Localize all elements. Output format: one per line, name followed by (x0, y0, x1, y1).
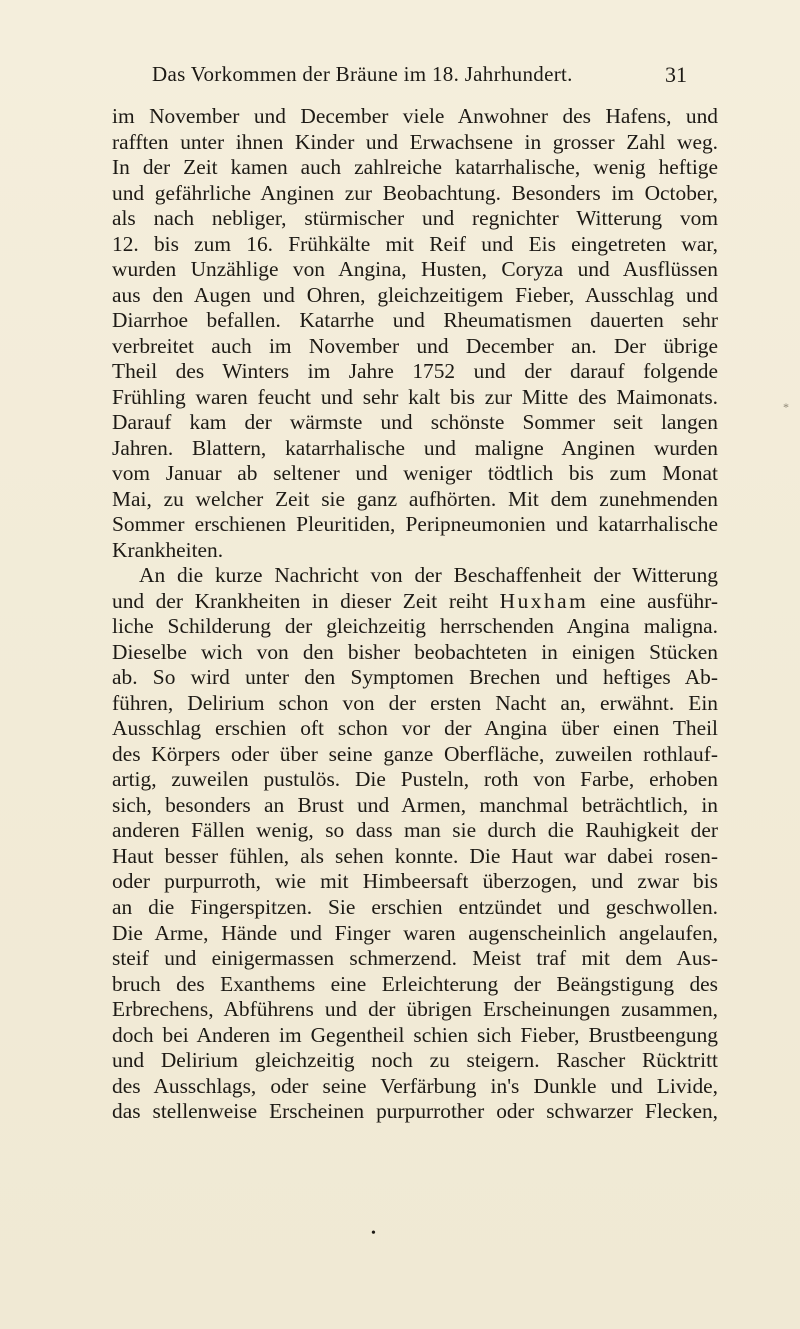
text-line: wurden Unzählige von Angina, Husten, Coryza und Ausflüssen (112, 257, 718, 282)
text-line: Diarrhoe befallen. Katarrhe und Rheumatismen dauerten sehr (112, 308, 718, 333)
paragraph-start-line: An die kurze Nachricht von der Beschaffenheit der Witterung (139, 563, 718, 588)
text-line-with-name (112, 589, 718, 615)
text-line: Sommer erschienen Pleuritiden, Peripneumonien und katarrhalische (112, 512, 718, 537)
text-line: im November und December viele Anwohner des Hafens, und (112, 104, 718, 128)
text-line: Mai, zu welcher Zeit sie ganz aufhörten. Mit dem zunehmenden (112, 486, 718, 511)
text-line: Dieselbe wich von den bisher beobachteten in einigen Stücken (112, 639, 718, 664)
text-line: Frühling waren feucht und sehr kalt bis zur Mitte des Maimonats. (112, 384, 718, 409)
text-line: sich, besonders an Brust und Armen, manchmal beträchtlich, in (112, 792, 718, 817)
text-line: vom Januar ab seltener und weniger tödtlich bis zum Monat (112, 461, 718, 486)
text-line: Erbrechens, Abführens und der übrigen Erscheinungen zusammen, (112, 997, 718, 1022)
text-line: Haut besser fühlen, als sehen konnte. Die Haut war dabei rosen- (112, 843, 718, 868)
text-line: aus den Augen und Ohren, gleichzeitigem Fieber, Ausschlag und (112, 282, 718, 307)
text-line: des Ausschlags, oder seine Verfärbung in's Dunkle und Livide, (112, 1073, 718, 1098)
text-line: Die Arme, Hände und Finger waren augenscheinlich angelaufen, (112, 920, 718, 945)
text-line: oder purpurroth, wie mit Himbeersaft überzogen, und zwar bis (112, 869, 718, 894)
text-line: anderen Fällen wenig, so dass man sie durch die Rauhigkeit der (112, 818, 718, 843)
text-line: ab. So wird unter den Symptomen Brechen und heftiges Ab- (112, 665, 718, 690)
text-line: liche Schilderung der gleichzeitig herrschenden Angina maligna. (112, 614, 718, 639)
text-line: Krankheiten. (112, 537, 224, 562)
text-line: 12. bis zum 16. Frühkälte mit Reif und Eis eingetreten war, (112, 231, 718, 256)
page-number: 31 (665, 62, 687, 87)
text-line: und gefährliche Anginen zur Beobachtung. Besonders im October, (112, 180, 718, 205)
paper-speck-decoration: * (783, 400, 789, 414)
author-name: Huxham (499, 588, 589, 613)
text-line: führen, Delirium schon von der ersten Nacht an, erwähnt. Ein (112, 690, 718, 715)
text-line: Ausschlag erschien oft schon vor der Angina über einen Theil (112, 716, 718, 741)
text-line: verbreitet auch im November und December an. Der übrige (112, 333, 718, 358)
text-line: Darauf kam der wärmste und schönste Sommer seit langen (112, 410, 718, 435)
text-line: das stellenweise Erscheinen purpurrother oder schwarzer Flecken, (112, 1099, 718, 1124)
body-text (112, 104, 718, 1125)
text-line: und Delirium gleichzeitig noch zu steigern. Rascher Rücktritt (112, 1048, 718, 1073)
text-line: Theil des Winters im Jahre 1752 und der darauf folgende (112, 359, 718, 384)
text-line: artig, zuweilen pustulös. Die Pusteln, roth von Farbe, erhoben (112, 767, 718, 792)
text-line: bruch des Exanthems eine Erleichterung der Beängstigung des (112, 971, 718, 996)
text-line: des Körpers oder über seine ganze Oberfläche, zuweilen rothlauf- (112, 741, 718, 766)
text-line: rafften unter ihnen Kinder und Erwachsene in grosser Zahl weg. (112, 129, 718, 154)
text-segment: und der Krankheiten in dieser Zeit reiht (112, 588, 489, 613)
text-line: an die Fingerspitzen. Sie erschien entzündet und geschwollen. (112, 894, 718, 919)
footer-mark: • (371, 1226, 376, 1241)
text-line: doch bei Anderen im Gegentheil schien sich Fieber, Brustbeengung (112, 1022, 718, 1047)
text-line: als nach nebliger, stürmischer und regnichter Witterung vom (112, 206, 718, 231)
running-header-title: Das Vorkommen der Bräune im 18. Jahrhundert. (152, 62, 573, 86)
text-line: steif und einigermassen schmerzend. Meist traf mit dem Aus- (112, 946, 718, 971)
text-line: In der Zeit kamen auch zahlreiche katarrhalische, wenig heftige (112, 155, 718, 180)
text-segment: eine ausführ- (599, 588, 718, 613)
text-line: Jahren. Blattern, katarrhalische und maligne Anginen wurden (112, 435, 718, 460)
